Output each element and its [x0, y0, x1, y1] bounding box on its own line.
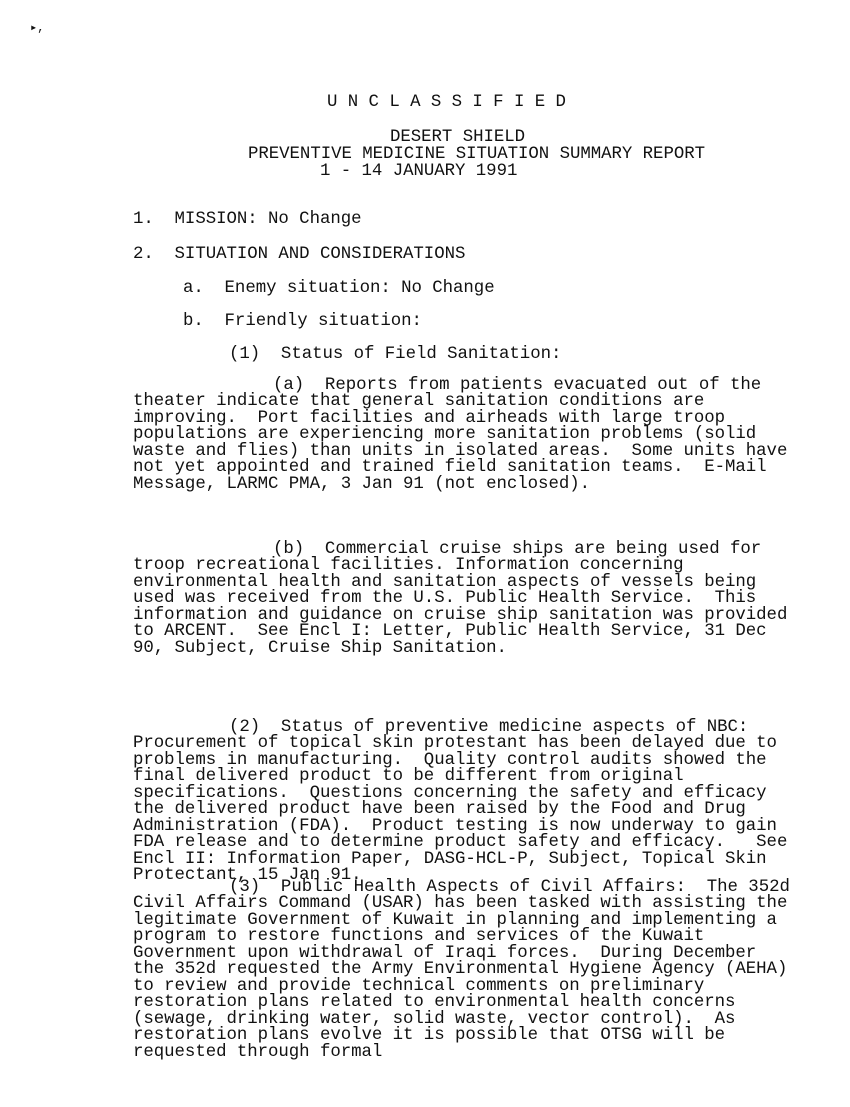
paragraph-line: to ARCENT. See Encl I: Letter, Public Health Service, 31 Dec — [133, 622, 767, 642]
friendly-situation: b. Friendly situation: — [183, 312, 422, 331]
paragraph-line: troop recreational facilities. Information concerning — [133, 556, 684, 576]
paragraph-line: not yet appointed and trained field sanitation teams. E-Mail — [133, 458, 767, 478]
paragraph-line: Government upon withdrawal of Iraqi forces. During December — [133, 943, 757, 963]
paragraph-first-line: (3) Public Health Aspects of Civil Affairs: The 352d — [229, 878, 790, 897]
paragraph-line: Civil Affairs Command (USAR) has been tasked with assisting the — [133, 894, 788, 914]
situation-heading: 2. SITUATION AND CONSIDERATIONS — [133, 245, 466, 264]
paragraph-line: environmental health and sanitation aspects of vessels being — [133, 572, 757, 592]
operation-name: DESERT SHIELD — [390, 128, 526, 147]
paragraph-line: to review and provide technical comments on preliminary — [133, 976, 705, 996]
paragraph-first-line: (2) Status of preventive medicine aspects of NBC: — [229, 718, 749, 737]
paragraph-line: requested through formal — [133, 1042, 383, 1062]
paragraph-line: Message, LARMC PMA, 3 Jan 91 (not enclosed). — [133, 474, 590, 494]
paragraph-line: information and guidance on cruise ship sanitation was provided — [133, 605, 788, 625]
paragraph-line: populations are experiencing more sanitation problems (solid — [133, 425, 757, 445]
paragraph-line: restoration plans evolve it is possible that OTSG will be — [133, 1026, 726, 1046]
paragraph-line: 90, Subject, Cruise Ship Sanitation. — [133, 638, 507, 658]
paragraph-line: program to restore functions and services of the Kuwait — [133, 927, 705, 947]
enemy-situation: a. Enemy situation: No Change — [183, 279, 495, 298]
paragraph-line: the 352d requested the Army Environmental Hygiene Agency (AEHA) — [133, 960, 788, 980]
paragraph-line: Administration (FDA). Product testing is now underway to gain — [133, 816, 777, 836]
paragraph-line: final delivered product to be different from original — [133, 767, 684, 787]
classification-marking: U N C L A S S I F I E D — [327, 93, 566, 112]
paragraph-line: used was received from the U.S. Public Health Service. This — [133, 589, 757, 609]
paragraph-field-sanitation-b — [133, 542, 787, 657]
field-sanitation-heading: (1) Status of Field Sanitation: — [229, 345, 562, 364]
paragraph-first-line: (b) Commercial cruise ships are being used for — [273, 540, 762, 559]
paragraph-field-sanitation-a — [133, 378, 787, 493]
paragraph-line: (sewage, drinking water, solid waste, vector control). As — [133, 1009, 736, 1029]
mission-item: 1. MISSION: No Change — [133, 210, 362, 229]
paragraph-line: the delivered product have been raised by the Food and Drug — [133, 800, 746, 820]
report-title: PREVENTIVE MEDICINE SITUATION SUMMARY REPORT — [248, 145, 705, 164]
paragraph-civil-affairs — [133, 880, 790, 1061]
paragraph-line: FDA release and to determine product safety and efficacy. See — [133, 833, 788, 853]
scan-mark: ▸, — [30, 21, 45, 35]
paragraph-line: specifications. Questions concerning the safety and efficacy — [133, 783, 767, 803]
paragraph-line: legitimate Government of Kuwait in planning and implementing a — [133, 910, 777, 930]
paragraph-line: Protectant, 15 Jan 91. — [133, 866, 362, 886]
paragraph-line: Procurement of topical skin protestant has been delayed due to — [133, 734, 777, 754]
paragraph-line: theater indicate that general sanitation conditions are — [133, 392, 705, 412]
paragraph-line: improving. Port facilities and airheads with large troop — [133, 408, 726, 428]
paragraph-line: Encl II: Information Paper, DASG-HCL-P, Subject, Topical Skin — [133, 849, 767, 869]
report-period: 1 - 14 JANUARY 1991 — [320, 162, 518, 181]
paragraph-line: problems in manufacturing. Quality control audits showed the — [133, 750, 767, 770]
paragraph-nbc-status — [133, 720, 787, 885]
paragraph-line: restoration plans related to environmental health concerns — [133, 993, 736, 1013]
paragraph-first-line: (a) Reports from patients evacuated out of the — [273, 376, 762, 395]
paragraph-line: waste and flies) than units in isolated areas. Some units have — [133, 441, 788, 461]
